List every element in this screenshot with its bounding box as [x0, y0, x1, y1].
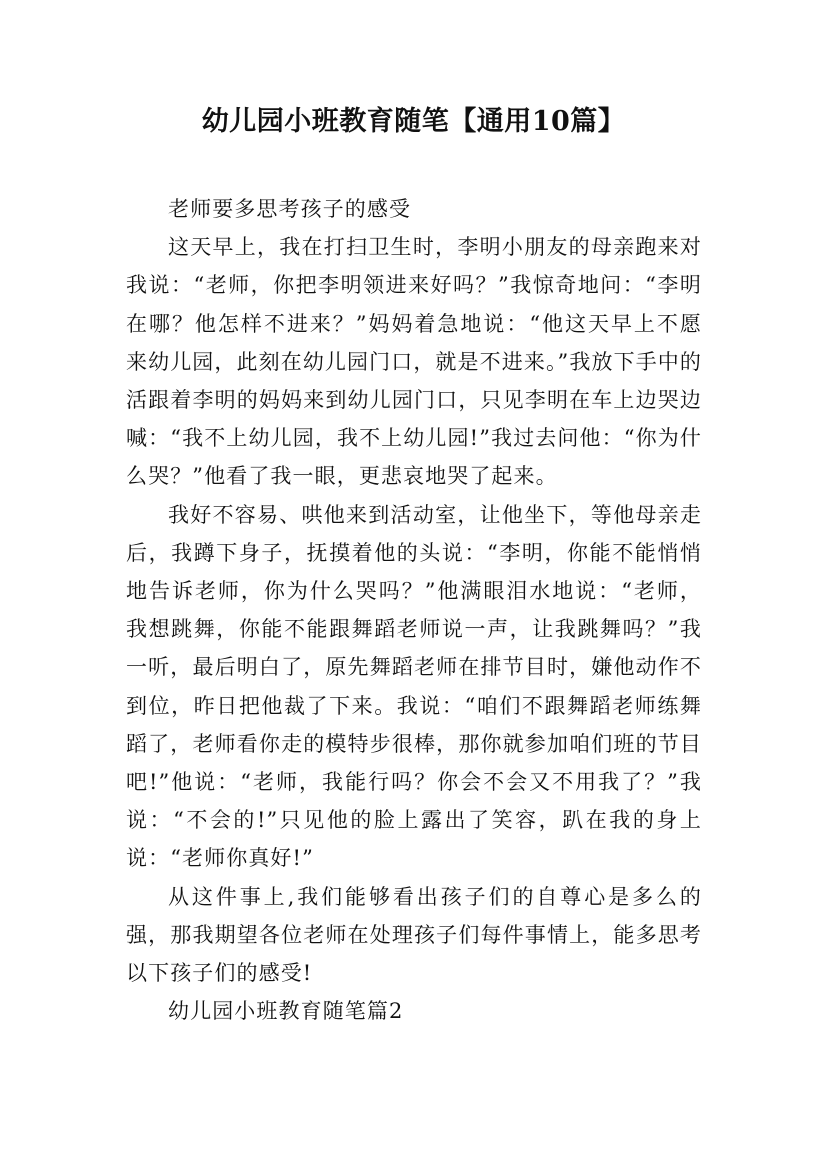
- document-title: 幼儿园小班教育随笔【通用10篇】: [201, 106, 626, 137]
- paragraph: 我好不容易、哄他来到活动室，让他坐下，等他母亲走后，我蹲下身子，抚摸着他的头说：“李明，你能不能悄悄地告诉老师，你为什么哭吗？”他满眼泪水地说：“老师，我想跳舞，你能不能跟舞蹈老师说一声，让我跳舞吗？”我一听，最后明白了，原先舞蹈老师在排节目时，嫌他动作不到位，昨日把他裁了下来。我说：“咱们不跟舞蹈老师练舞蹈了，老师看你走的模特步很棒，那你就参加咱们班的节目吧!”他说：“老师，我能行吗？你会不会又不用我了？”我说：“不会的!”只见他的脸上露出了笑容，趴在我的身上说：“老师你真好!”: [126, 502, 702, 871]
- section-heading: 老师要多思考孩子的感受: [168, 197, 412, 221]
- section-heading: 幼儿园小班教育随笔篇2: [168, 999, 404, 1024]
- paragraph: 这天早上，我在打扫卫生时，李明小朋友的母亲跑来对我说：“老师，你把李明领进来好吗？”我惊奇地问：“李明在哪？他怎样不进来？”妈妈着急地说：“他这天早上不愿来幼儿园，此刻在幼儿园门口，就是不进来。”我放下手中的活跟着李明的妈妈来到幼儿园门口，只见李明在车上边哭边喊：“我不上幼儿园，我不上幼儿园!”我过去问他：“你为什么哭？”他看了我一眼，更悲哀地哭了起来。: [126, 235, 702, 489]
- document-body: [126, 190, 702, 1030]
- paragraph: 从这件事上,我们能够看出孩子们的自尊心是多么的强，那我期望各位老师在处理孩子们每件事情上，能多思考以下孩子们的感受!: [126, 884, 702, 986]
